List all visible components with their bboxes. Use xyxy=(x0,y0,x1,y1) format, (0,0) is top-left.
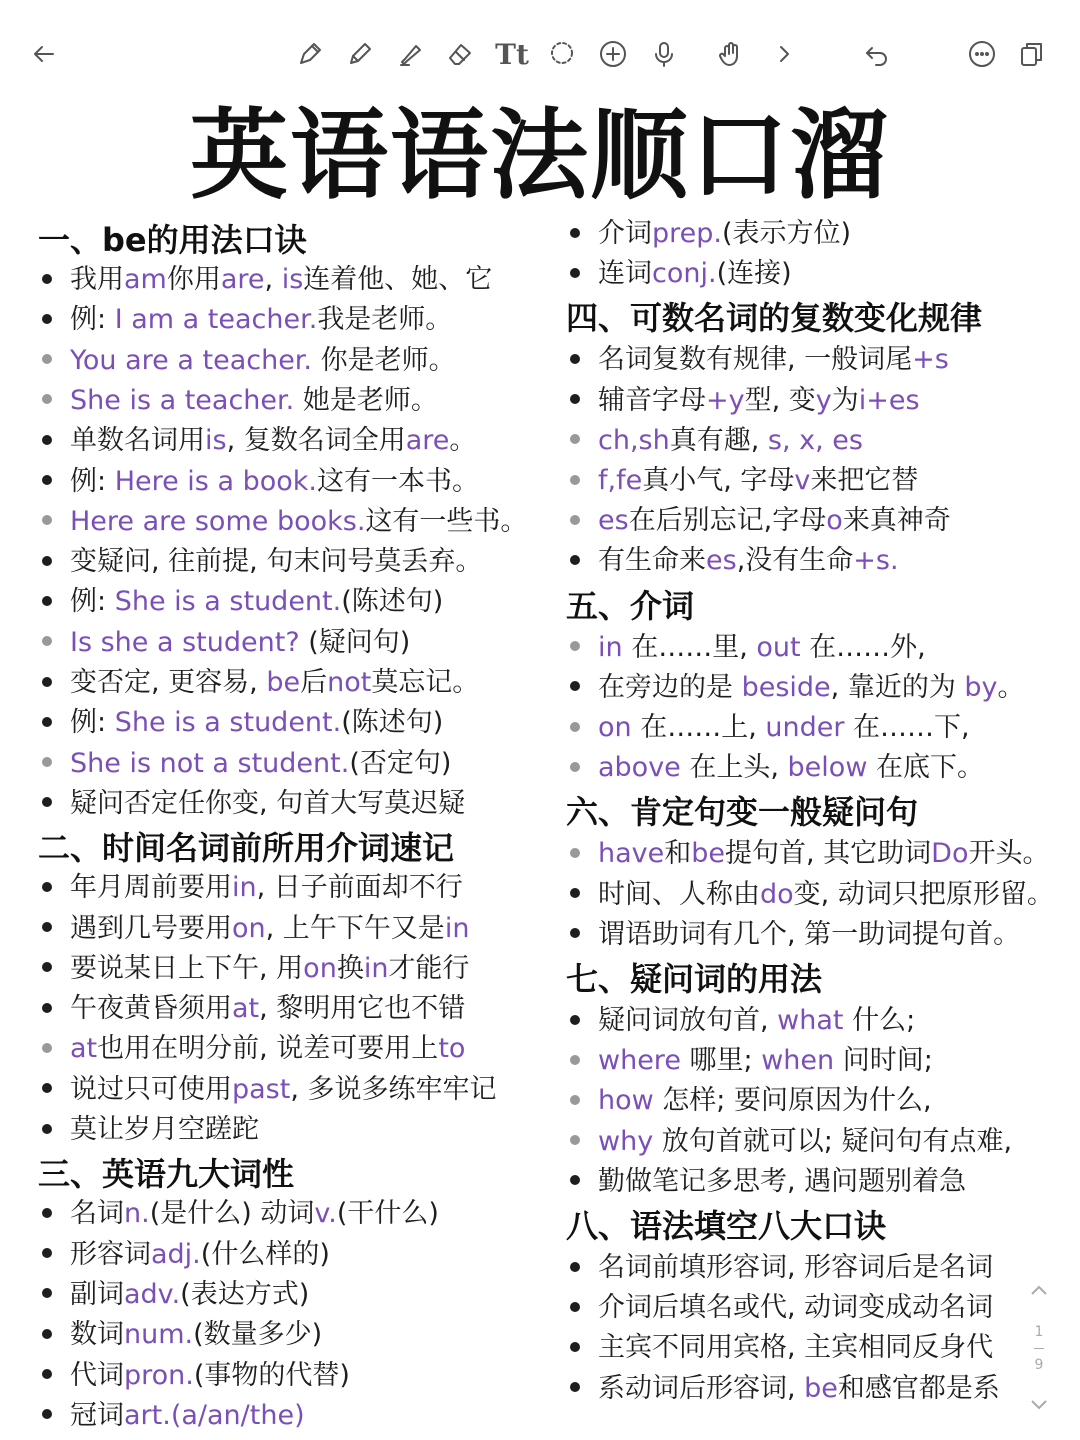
bullet-icon xyxy=(570,1302,580,1312)
section-heading: 五、介词 xyxy=(566,586,695,625)
english-text: v xyxy=(794,465,811,496)
english-text: are xyxy=(405,425,450,457)
chinese-text: 型, 变 xyxy=(744,384,816,416)
bullet-icon xyxy=(570,1055,580,1065)
chinese-text: 代词 xyxy=(70,1359,124,1391)
chinese-text: 说过只可使用 xyxy=(70,1073,232,1105)
list-item xyxy=(566,543,899,579)
chinese-text: 时间、人称由 xyxy=(598,878,760,910)
english-text: by xyxy=(964,671,998,703)
chinese-text: 你是老师。 xyxy=(312,344,456,376)
chinese-text: 在……下, xyxy=(844,712,970,743)
english-text: I am a teacher. xyxy=(114,304,318,336)
page-up-icon[interactable] xyxy=(1024,1280,1054,1306)
list-item xyxy=(38,343,456,379)
chinese-text: 主宾不同用宾格, 主宾相同反身代 xyxy=(598,1332,994,1364)
list-item xyxy=(38,262,492,298)
list-item xyxy=(38,1317,322,1353)
english-text: to xyxy=(438,1033,466,1065)
bullet-icon xyxy=(570,848,580,858)
list-item xyxy=(566,917,1020,953)
english-text: on xyxy=(232,912,266,944)
chinese-text: 她是老师。 xyxy=(294,384,438,416)
chinese-text: 年月周前要用 xyxy=(70,872,232,904)
list-item xyxy=(566,1083,932,1119)
bullet-icon xyxy=(42,717,52,727)
bullet-icon xyxy=(42,435,52,445)
english-text: where xyxy=(598,1045,681,1077)
english-text: be xyxy=(804,1372,838,1404)
list-item xyxy=(38,504,527,540)
english-text: how xyxy=(598,1085,654,1117)
bullet-icon xyxy=(570,228,580,238)
bullet-icon xyxy=(42,354,52,364)
section-heading: 二、时间名词前所用介词速记 xyxy=(38,829,455,868)
chinese-text: 莫忘记。 xyxy=(371,667,480,698)
chinese-text: 例: xyxy=(70,707,115,739)
english-text: below xyxy=(787,752,868,784)
chevron-right-icon[interactable] xyxy=(764,34,804,74)
chinese-text: , 日子前面却不行 xyxy=(256,872,463,904)
chinese-text: 在底下。 xyxy=(867,752,984,784)
microphone-icon[interactable] xyxy=(644,34,684,74)
bullet-icon xyxy=(42,922,52,932)
english-text: She is not a student. xyxy=(70,747,350,779)
bullet-icon xyxy=(42,882,52,892)
chinese-text: 来把它替 xyxy=(810,465,919,496)
english-text: am xyxy=(124,264,167,295)
english-text: conj. xyxy=(652,258,717,290)
bullet-icon xyxy=(570,1175,580,1185)
chinese-text: (表示方位) xyxy=(721,218,852,249)
list-item xyxy=(38,746,451,782)
chinese-text: 这有一本书。 xyxy=(316,465,479,497)
english-text: num. xyxy=(124,1319,194,1351)
chinese-text: 哪里; xyxy=(680,1045,762,1077)
list-item xyxy=(38,383,438,419)
english-text: prep. xyxy=(652,218,722,249)
list-item xyxy=(566,877,1054,913)
english-text: on xyxy=(598,712,632,743)
english-text: Here is a book. xyxy=(114,465,317,497)
chinese-text: (事物的代替) xyxy=(193,1359,350,1391)
chinese-text: 我用 xyxy=(70,264,124,295)
english-text: es xyxy=(598,505,629,537)
chinese-text: (否定句) xyxy=(349,747,452,779)
list-item xyxy=(566,710,970,746)
bullet-icon xyxy=(42,1248,52,1258)
chinese-text: 来真神奇 xyxy=(842,505,951,537)
chinese-text: , xyxy=(264,264,282,295)
chinese-text: 勤做笔记多思考, 遇问题别着急 xyxy=(598,1165,967,1197)
bullet-icon xyxy=(42,797,52,807)
english-text: are xyxy=(220,264,265,295)
chinese-text: 怎样; 要问原因为什么, xyxy=(653,1085,932,1117)
english-text: i+es xyxy=(858,384,920,416)
bullet-icon xyxy=(42,677,52,687)
list-item xyxy=(566,630,926,666)
english-text: +y xyxy=(706,384,745,416)
bullet-icon xyxy=(570,762,580,772)
english-text: at xyxy=(232,993,260,1025)
chinese-text: 开头。 xyxy=(968,838,1050,870)
bullet-icon xyxy=(42,1329,52,1339)
chinese-text: 名词复数有规律, 一般词尾 xyxy=(598,344,913,376)
bullet-icon xyxy=(570,928,580,938)
chinese-text: 数词 xyxy=(70,1319,124,1351)
chinese-text: (连接) xyxy=(716,258,792,290)
bullet-icon xyxy=(570,354,580,364)
list-item xyxy=(38,464,479,500)
bullet-icon xyxy=(570,268,580,278)
hand-icon[interactable] xyxy=(711,34,751,74)
chinese-text: 名词前填形容词, 形容词后是名词 xyxy=(598,1252,994,1283)
chinese-text: , 多说多练牢牢记 xyxy=(290,1073,497,1105)
english-text: be xyxy=(266,667,301,698)
bullet-icon xyxy=(42,1409,52,1419)
chinese-text: 例: xyxy=(70,304,115,336)
english-text: She is a student. xyxy=(114,707,342,739)
chinese-text: (陈述句) xyxy=(341,707,444,739)
list-item xyxy=(38,665,479,701)
chinese-text: , 黎明用它也不错 xyxy=(259,993,466,1025)
english-text: f,fe xyxy=(598,465,643,496)
eraser-icon[interactable] xyxy=(440,34,480,74)
list-item xyxy=(566,1250,993,1286)
bullet-icon xyxy=(42,1369,52,1379)
section-heading: 三、英语九大词性 xyxy=(38,1155,295,1194)
english-text: She is a student. xyxy=(114,586,342,618)
english-text: in xyxy=(363,952,389,984)
english-text: adv. xyxy=(124,1278,181,1310)
bullet-icon xyxy=(42,1124,52,1134)
bullet-icon xyxy=(570,434,580,444)
english-text: in xyxy=(444,912,470,944)
toolbar xyxy=(0,0,1080,100)
bullet-icon xyxy=(570,1095,580,1105)
bullet-icon xyxy=(42,1288,52,1298)
section-heading: 四、可数名词的复数变化规律 xyxy=(566,299,983,338)
chinese-text: 我是老师。 xyxy=(317,304,453,336)
bullet-icon xyxy=(570,888,580,898)
total-pages: 9 xyxy=(1034,1357,1044,1373)
bullet-icon xyxy=(570,475,580,485)
chinese-text: 有生命来 xyxy=(598,545,706,577)
chinese-text: 变否定, 更容易, xyxy=(70,667,267,698)
chinese-text: 形容词 xyxy=(70,1238,151,1270)
list-item xyxy=(38,544,482,580)
bullet-icon xyxy=(42,314,52,324)
english-text: ch,sh xyxy=(598,424,670,456)
bullet-icon xyxy=(42,274,52,284)
list-item xyxy=(566,1290,993,1326)
chinese-text: 介词后填名或代, 动词变成动名词 xyxy=(598,1292,994,1324)
list-item xyxy=(566,750,984,786)
list-item xyxy=(566,463,918,499)
section-heading: 一、be的用法口诀 xyxy=(38,221,307,259)
chinese-text: (什么样的) xyxy=(200,1238,330,1270)
current-page: 1 xyxy=(1034,1324,1044,1340)
page-down-icon[interactable] xyxy=(1024,1393,1054,1419)
pages-icon[interactable] xyxy=(1012,34,1052,74)
english-text: above xyxy=(598,752,681,784)
chinese-text: 名词 xyxy=(70,1198,124,1230)
chinese-text: , 上午下午又是 xyxy=(265,912,445,944)
chinese-text: 和 xyxy=(664,838,692,870)
more-icon[interactable] xyxy=(962,34,1002,74)
chinese-text: 莫让岁月空蹉跎 xyxy=(70,1114,259,1145)
list-item xyxy=(38,584,443,620)
chinese-text: 在旁边的是 xyxy=(598,671,742,703)
chinese-text: 这有一些书。 xyxy=(365,505,528,537)
list-item xyxy=(38,991,465,1027)
chinese-text: 提句首, 其它助词 xyxy=(725,838,932,870)
chinese-text: 在上头, xyxy=(680,752,788,784)
list-item xyxy=(566,1371,1000,1407)
chinese-text: 换 xyxy=(336,952,364,984)
english-text: be xyxy=(691,838,725,870)
english-text: why xyxy=(598,1125,654,1157)
chinese-text: 放句首就可以; 疑问句有点难, xyxy=(653,1125,1013,1157)
list-item xyxy=(38,705,443,741)
bullet-icon xyxy=(42,1043,52,1053)
section-heading: 七、疑问词的用法 xyxy=(566,960,823,998)
bullet-icon xyxy=(570,1382,580,1392)
list-item xyxy=(38,625,410,661)
list-item xyxy=(566,670,1025,706)
bullet-icon xyxy=(42,596,52,606)
chinese-text: 。 xyxy=(449,425,477,457)
chinese-text: 真有趣, xyxy=(669,424,768,456)
list-item xyxy=(566,1124,1012,1160)
chinese-text: 辅音字母 xyxy=(598,384,706,416)
chinese-text: 真小气, 字母 xyxy=(642,465,795,496)
chinese-text: (陈述句) xyxy=(341,586,444,618)
english-text: is xyxy=(205,425,227,457)
text-icon[interactable] xyxy=(492,34,532,74)
list-item xyxy=(566,216,851,252)
list-item xyxy=(566,503,951,539)
english-text: under xyxy=(765,712,845,743)
chinese-text: 变疑问, 往前提, 句末问号莫丢弃。 xyxy=(70,546,483,578)
english-text: have xyxy=(598,838,665,870)
bullet-icon xyxy=(570,515,580,525)
add-icon[interactable] xyxy=(593,34,633,74)
chinese-text: 什么; xyxy=(843,1005,916,1036)
chinese-text: 为 xyxy=(831,384,859,416)
list-item xyxy=(38,302,452,338)
bullet-icon xyxy=(42,1003,52,1013)
chinese-text: 介词 xyxy=(598,218,652,249)
chinese-text: 连着他、她、它 xyxy=(303,264,493,295)
english-text: o xyxy=(826,505,843,537)
bullet-icon xyxy=(570,722,580,732)
chinese-text: 午夜黄昏须用 xyxy=(70,993,232,1025)
chinese-text: 在……上, xyxy=(631,712,766,743)
english-text: +s xyxy=(912,344,949,376)
chinese-text: 连词 xyxy=(598,258,652,290)
pen-icon[interactable] xyxy=(290,34,330,74)
english-text: es xyxy=(706,545,737,577)
list-item xyxy=(38,1398,305,1434)
chinese-text: 疑问词放句首, xyxy=(598,1005,778,1036)
english-text: when xyxy=(761,1045,835,1077)
list-item xyxy=(566,1003,915,1039)
chinese-text: 。 xyxy=(997,671,1025,703)
english-text: n. xyxy=(124,1198,150,1230)
chinese-text: 才能行 xyxy=(388,952,470,984)
highlighter-icon[interactable] xyxy=(390,34,430,74)
english-text: is xyxy=(281,264,304,295)
list-item xyxy=(566,1164,966,1200)
chinese-text: 在……里, xyxy=(622,631,757,663)
chinese-text: 你用 xyxy=(166,264,221,295)
english-text: adj. xyxy=(151,1238,201,1270)
chinese-text: (干什么) xyxy=(336,1198,439,1230)
list-item xyxy=(38,1072,497,1108)
list-item xyxy=(38,1277,309,1313)
list-item xyxy=(38,1112,259,1148)
bullet-icon xyxy=(570,1015,580,1025)
chinese-text: ,没有生命 xyxy=(736,545,854,577)
list-item xyxy=(566,342,949,378)
chinese-text: 在……外, xyxy=(800,631,926,663)
list-item xyxy=(38,423,476,459)
pencil-icon[interactable] xyxy=(340,34,380,74)
list-item xyxy=(38,1237,330,1273)
chinese-text: (数量多少) xyxy=(193,1319,323,1351)
english-text: beside xyxy=(741,671,831,703)
english-text: (a/an/the) xyxy=(170,1399,305,1431)
english-text: y xyxy=(815,384,832,416)
list-item xyxy=(38,1196,439,1232)
list-item xyxy=(566,423,863,459)
bullet-icon xyxy=(42,556,52,566)
list-item xyxy=(38,951,469,987)
section-heading: 八、语法填空八大口诀 xyxy=(566,1207,887,1245)
chinese-text: 问时间; xyxy=(834,1045,933,1077)
text-tool-label: Tt xyxy=(495,37,529,71)
bullet-icon xyxy=(42,962,52,972)
chinese-text: 遇到几号要用 xyxy=(70,912,232,944)
list-item xyxy=(566,383,920,419)
chinese-text: 疑问否定任你变, 句首大写莫迟疑 xyxy=(70,787,466,819)
list-item xyxy=(38,1031,465,1067)
list-item xyxy=(566,1043,933,1079)
chinese-text: 例: xyxy=(70,586,115,618)
chinese-text: 单数名词用 xyxy=(70,425,205,457)
chinese-text: (疑问句) xyxy=(299,626,411,658)
list-item xyxy=(566,1330,993,1366)
chinese-text: (是什么) 动词 xyxy=(149,1198,315,1230)
english-text: not xyxy=(327,667,372,698)
back-arrow-icon[interactable] xyxy=(24,34,64,74)
bullet-icon xyxy=(42,475,52,485)
english-text: pron. xyxy=(124,1359,194,1391)
list-item xyxy=(38,1358,350,1394)
list-item xyxy=(38,786,465,822)
list-item xyxy=(38,911,469,947)
chinese-text: (表达方式) xyxy=(180,1278,310,1310)
chinese-text: , 复数名词全用 xyxy=(226,425,406,457)
english-text: in xyxy=(232,872,257,904)
english-text: do xyxy=(760,878,794,910)
english-text: v. xyxy=(314,1198,337,1230)
english-text: Is she a student? xyxy=(70,626,300,658)
english-text: Do xyxy=(931,838,969,870)
page-indicator xyxy=(1024,1280,1054,1430)
chinese-text: , 靠近的为 xyxy=(830,671,965,703)
bullet-icon xyxy=(42,1208,52,1218)
bullet-icon xyxy=(570,641,580,651)
bullet-icon xyxy=(570,394,580,404)
english-text: past xyxy=(232,1073,291,1105)
chinese-text: 副词 xyxy=(70,1278,124,1310)
bullet-icon xyxy=(570,555,580,565)
bullet-icon xyxy=(570,681,580,691)
page-title: 英语语法顺口溜 xyxy=(189,99,890,213)
chinese-text: 冠词 xyxy=(70,1399,124,1431)
english-text: out xyxy=(756,631,801,663)
english-text: art. xyxy=(124,1399,171,1431)
bullet-icon xyxy=(570,1135,580,1145)
english-text: You are a teacher. xyxy=(70,344,313,376)
chinese-text: 也用在明分前, 说差可要用上 xyxy=(97,1033,439,1065)
list-item xyxy=(566,836,1049,872)
bullet-icon xyxy=(570,1262,580,1272)
english-text: at xyxy=(70,1033,98,1065)
bullet-icon xyxy=(42,394,52,404)
lasso-icon[interactable] xyxy=(542,34,582,74)
english-text: on xyxy=(303,952,337,984)
english-text: She is a teacher. xyxy=(70,384,295,416)
chinese-text: 后 xyxy=(300,667,328,698)
english-text: Here are some books. xyxy=(70,505,366,537)
list-item xyxy=(566,256,792,292)
chinese-text: 在后别忘记,字母 xyxy=(628,505,827,537)
list-item xyxy=(38,870,463,906)
bullet-icon xyxy=(42,1083,52,1093)
bullet-icon xyxy=(42,757,52,767)
bullet-icon xyxy=(570,1342,580,1352)
english-text: in xyxy=(598,631,623,663)
chinese-text: 和感官都是系 xyxy=(837,1372,1000,1404)
english-text: +s. xyxy=(853,545,899,577)
chinese-text: 例: xyxy=(70,465,115,497)
section-heading: 六、肯定句变一般疑问句 xyxy=(566,793,919,832)
chinese-text: 谓语助词有几个, 第一助词提句首。 xyxy=(598,918,1021,950)
english-text: s, x, es xyxy=(767,424,863,456)
chinese-text: 要说某日上下午, 用 xyxy=(70,952,304,984)
english-text: what xyxy=(777,1005,844,1036)
chinese-text: 系动词后形容词, xyxy=(598,1372,805,1404)
bullet-icon xyxy=(42,636,52,646)
chinese-text: 变, 动词只把原形留。 xyxy=(793,878,1054,910)
bullet-icon xyxy=(42,515,52,525)
undo-icon[interactable] xyxy=(857,34,897,74)
